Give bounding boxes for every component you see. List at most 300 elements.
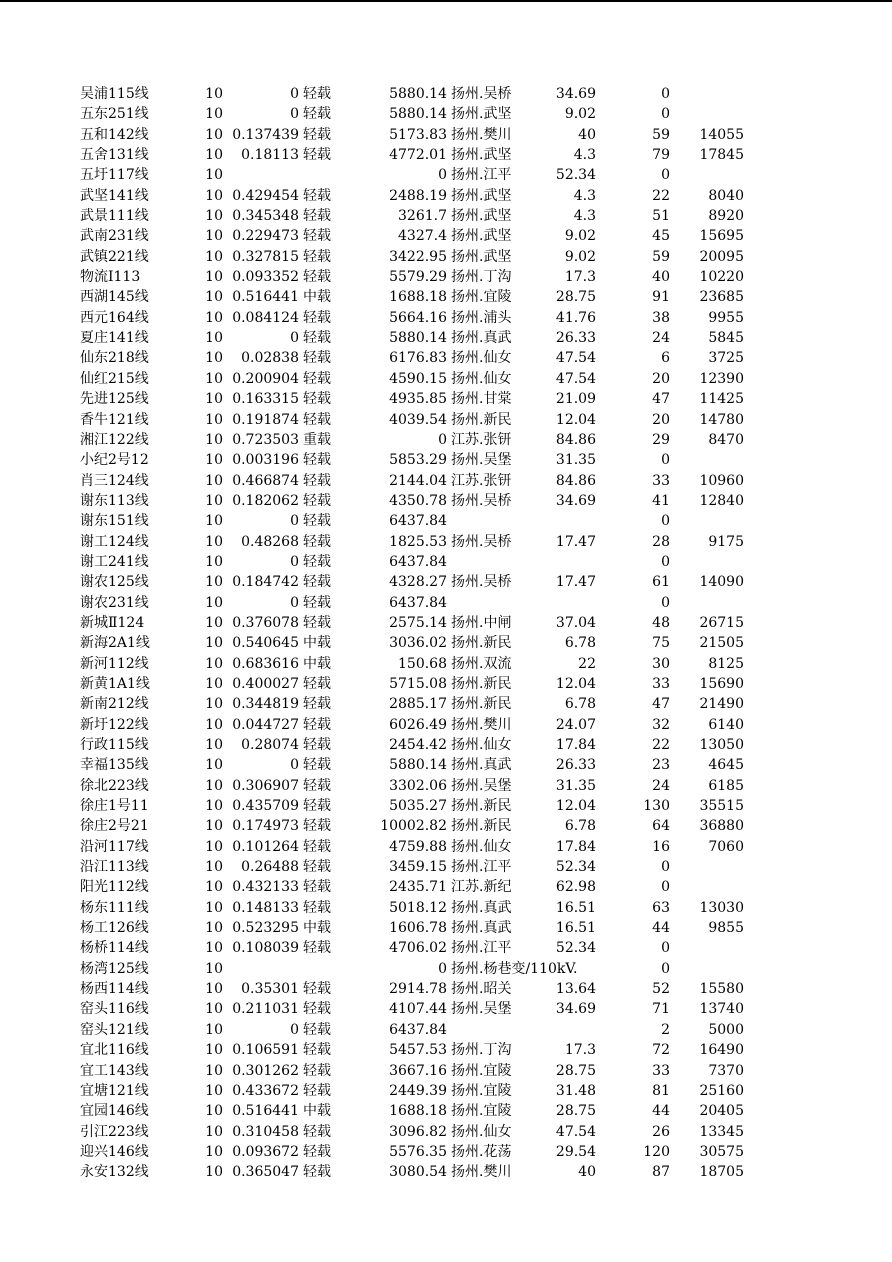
load-rate-cell: 0.344819	[232, 696, 299, 713]
substation-cell: 扬州.中闸	[451, 614, 512, 631]
voltage-cell: 10	[205, 777, 223, 794]
capacity-kva-cell: 9175	[708, 533, 744, 550]
length-cell: 6.78	[564, 696, 596, 713]
load-rate-cell: 0.540645	[232, 635, 299, 652]
capacity-kva-cell: 7370	[708, 1062, 744, 1079]
transformer-count-cell: 59	[652, 248, 670, 265]
load-status-cell: 轻载	[303, 757, 331, 774]
table-row	[0, 511, 892, 531]
line-name-cell: 杨东111线	[80, 899, 149, 916]
capacity-kva-cell: 4645	[708, 757, 744, 774]
load-rate-cell: 0.191874	[232, 411, 299, 428]
load-status-cell: 轻载	[303, 1143, 331, 1160]
line-name-cell: 五圩117线	[80, 167, 149, 184]
table-row	[0, 755, 892, 775]
voltage-cell: 10	[205, 391, 223, 408]
table-row	[0, 1142, 892, 1162]
voltage-cell: 10	[205, 1042, 223, 1059]
transformer-count-cell: 0	[661, 594, 670, 611]
substation-cell: 扬州.武坚	[451, 187, 512, 204]
substation-cell: 扬州.武坚	[451, 228, 512, 245]
line-name-cell: 徐庄1号11	[80, 798, 149, 815]
length-cell: 47.54	[555, 1123, 596, 1140]
line-name-cell: 湘江122线	[80, 431, 149, 448]
table-row	[0, 674, 892, 694]
substation-cell: 江苏.新纪	[451, 879, 512, 896]
table-row	[0, 125, 892, 145]
capacity-kva-cell: 21505	[699, 635, 744, 652]
capacity-margin-cell: 6437.84	[389, 594, 447, 611]
table-row	[0, 877, 892, 897]
load-rate-cell: 0.229473	[232, 228, 299, 245]
length-cell: 26.33	[555, 330, 596, 347]
load-rate-cell: 0.433672	[232, 1082, 299, 1099]
transformer-count-cell: 26	[652, 1123, 670, 1140]
substation-cell: 扬州.吴桥	[451, 86, 512, 102]
voltage-cell: 10	[205, 472, 223, 489]
load-status-cell: 重载	[303, 431, 331, 448]
capacity-kva-cell: 13050	[699, 737, 744, 753]
capacity-kva-cell: 13740	[699, 1001, 744, 1018]
table-row	[0, 552, 892, 572]
load-status-cell: 轻载	[303, 859, 331, 876]
capacity-margin-cell: 0	[438, 431, 447, 448]
table-row	[0, 572, 892, 592]
substation-cell: 扬州.江平	[451, 940, 512, 957]
load-rate-cell: 0.26488	[241, 859, 299, 876]
table-row	[0, 206, 892, 226]
load-status-cell: 轻载	[303, 411, 331, 428]
transformer-count-cell: 22	[652, 737, 670, 753]
capacity-margin-cell: 6437.84	[389, 553, 447, 570]
table-row	[0, 287, 892, 307]
table-row	[0, 450, 892, 470]
line-name-cell: 武镇221线	[80, 248, 149, 265]
capacity-kva-cell: 18705	[699, 1164, 744, 1181]
table-row	[0, 918, 892, 938]
line-name-cell: 杨工126线	[80, 920, 149, 937]
load-status-cell: 轻载	[303, 737, 331, 753]
voltage-cell: 10	[205, 960, 223, 977]
length-cell: 21.09	[555, 391, 596, 408]
voltage-cell: 10	[205, 513, 223, 530]
capacity-margin-cell: 2435.71	[389, 879, 447, 896]
line-name-cell: 谢工124线	[80, 533, 149, 550]
length-cell: 34.69	[555, 492, 596, 509]
substation-cell: 扬州.甘棠	[451, 391, 512, 408]
capacity-kva-cell: 16490	[699, 1042, 744, 1059]
load-status-cell: 轻载	[303, 126, 331, 143]
load-rate-cell: 0.182062	[232, 492, 299, 509]
table-row	[0, 1122, 892, 1142]
load-status-cell: 中载	[303, 1103, 331, 1120]
substation-cell: 扬州.吴堡	[451, 1001, 512, 1018]
transformer-count-cell: 41	[652, 492, 670, 509]
load-rate-cell: 0	[290, 594, 299, 611]
length-cell: 17.84	[555, 838, 596, 855]
capacity-kva-cell: 20095	[699, 248, 744, 265]
substation-cell: 扬州.仙女	[451, 737, 512, 753]
table-row	[0, 348, 892, 368]
length-cell: 22	[578, 655, 596, 672]
spreadsheet-table	[0, 84, 892, 1183]
table-row	[0, 328, 892, 348]
load-rate-cell: 0.003196	[232, 452, 299, 469]
capacity-kva-cell: 35515	[699, 798, 744, 815]
table-row	[0, 999, 892, 1019]
transformer-count-cell: 33	[652, 1062, 670, 1079]
table-row	[0, 613, 892, 633]
load-status-cell: 轻载	[303, 106, 331, 123]
voltage-cell: 10	[205, 899, 223, 916]
load-rate-cell: 0	[290, 86, 299, 102]
table-row	[0, 959, 892, 979]
load-rate-cell: 0.148133	[232, 899, 299, 916]
transformer-count-cell: 44	[652, 920, 670, 937]
capacity-kva-cell: 10220	[699, 269, 744, 286]
capacity-margin-cell: 5018.12	[389, 899, 447, 916]
transformer-count-cell: 61	[652, 574, 670, 591]
load-status-cell: 轻载	[303, 309, 331, 326]
transformer-count-cell: 0	[661, 553, 670, 570]
line-name-cell: 徐北223线	[80, 777, 149, 794]
capacity-kva-cell: 8040	[708, 187, 744, 204]
capacity-kva-cell: 17845	[699, 147, 744, 164]
transformer-count-cell: 87	[652, 1164, 670, 1181]
table-row	[0, 165, 892, 185]
line-name-cell: 肖三124线	[80, 472, 149, 489]
capacity-margin-cell: 5035.27	[389, 798, 447, 815]
voltage-cell: 10	[205, 289, 223, 306]
voltage-cell: 10	[205, 330, 223, 347]
substation-cell: 扬州.武坚	[451, 248, 512, 265]
voltage-cell: 10	[205, 269, 223, 286]
load-rate-cell: 0.435709	[232, 798, 299, 815]
capacity-margin-cell: 3080.54	[389, 1164, 447, 1181]
substation-cell: 扬州.武坚	[451, 208, 512, 225]
line-name-cell: 武坚141线	[80, 187, 149, 204]
length-cell: 34.69	[555, 86, 596, 102]
line-name-cell: 武景111线	[80, 208, 149, 225]
substation-cell: 扬州.吴桥	[451, 574, 512, 591]
transformer-count-cell: 0	[661, 940, 670, 957]
voltage-cell: 10	[205, 981, 223, 998]
table-row	[0, 145, 892, 165]
line-name-cell: 永安132线	[80, 1164, 149, 1181]
line-name-cell: 谢农125线	[80, 574, 149, 591]
table-row	[0, 1061, 892, 1081]
load-rate-cell: 0.516441	[232, 289, 299, 306]
line-name-cell: 新河112线	[80, 655, 149, 672]
transformer-count-cell: 0	[661, 513, 670, 530]
load-status-cell: 轻载	[303, 981, 331, 998]
substation-cell: 扬州.吴堡	[451, 777, 512, 794]
load-status-cell: 轻载	[303, 472, 331, 489]
substation-cell: 扬州.丁沟	[451, 269, 512, 286]
load-status-cell: 轻载	[303, 147, 331, 164]
substation-cell: 扬州.新民	[451, 798, 512, 815]
capacity-margin-cell: 0	[438, 167, 447, 184]
transformer-count-cell: 48	[652, 614, 670, 631]
transformer-count-cell: 52	[652, 981, 670, 998]
load-rate-cell: 0.400027	[232, 675, 299, 692]
length-cell: 6.78	[564, 818, 596, 835]
capacity-margin-cell: 4039.54	[389, 411, 447, 428]
load-rate-cell: 0.200904	[232, 370, 299, 387]
voltage-cell: 10	[205, 696, 223, 713]
load-rate-cell: 0.327815	[232, 248, 299, 265]
voltage-cell: 10	[205, 167, 223, 184]
load-rate-cell: 0.516441	[232, 1103, 299, 1120]
transformer-count-cell: 16	[652, 838, 670, 855]
line-name-cell: 吴浦115线	[80, 86, 149, 102]
load-rate-cell: 0.18113	[241, 147, 299, 164]
voltage-cell: 10	[205, 411, 223, 428]
transformer-count-cell: 28	[652, 533, 670, 550]
voltage-cell: 10	[205, 920, 223, 937]
table-row	[0, 532, 892, 552]
load-status-cell: 轻载	[303, 269, 331, 286]
load-rate-cell: 0.301262	[232, 1062, 299, 1079]
capacity-margin-cell: 6437.84	[389, 1021, 447, 1038]
capacity-kva-cell: 20405	[699, 1103, 744, 1120]
capacity-margin-cell: 5576.35	[389, 1143, 447, 1160]
capacity-kva-cell: 7060	[708, 838, 744, 855]
transformer-count-cell: 32	[652, 716, 670, 733]
substation-cell: 扬州.双流	[451, 655, 512, 672]
load-rate-cell: 0	[290, 553, 299, 570]
length-cell: 16.51	[555, 899, 596, 916]
capacity-margin-cell: 2914.78	[389, 981, 447, 998]
load-rate-cell: 0.084124	[232, 309, 299, 326]
line-name-cell: 小纪2号12	[80, 452, 149, 469]
length-cell: 26.33	[555, 757, 596, 774]
table-row	[0, 1162, 892, 1182]
capacity-kva-cell: 11425	[699, 391, 744, 408]
line-name-cell: 窑头121线	[80, 1021, 149, 1038]
table-row	[0, 654, 892, 674]
capacity-margin-cell: 10002.82	[380, 818, 447, 835]
table-row	[0, 430, 892, 450]
substation-cell: 扬州.新民	[451, 675, 512, 692]
line-name-cell: 仙东218线	[80, 350, 149, 367]
capacity-kva-cell: 36880	[699, 818, 744, 835]
capacity-kva-cell: 10960	[699, 472, 744, 489]
length-cell: 28.75	[555, 1103, 596, 1120]
substation-cell: 扬州.新民	[451, 635, 512, 652]
capacity-margin-cell: 4590.15	[389, 370, 447, 387]
voltage-cell: 10	[205, 655, 223, 672]
voltage-cell: 10	[205, 940, 223, 957]
capacity-margin-cell: 4759.88	[389, 838, 447, 855]
length-cell: 4.3	[573, 147, 596, 164]
capacity-kva-cell: 13345	[699, 1123, 744, 1140]
length-cell: 24.07	[555, 716, 596, 733]
load-status-cell: 中载	[303, 289, 331, 306]
voltage-cell: 10	[205, 757, 223, 774]
length-cell: 40	[578, 1164, 596, 1181]
line-name-cell: 仙红215线	[80, 370, 149, 387]
transformer-count-cell: 0	[661, 452, 670, 469]
capacity-margin-cell: 4935.85	[389, 391, 447, 408]
load-rate-cell: 0.683616	[232, 655, 299, 672]
transformer-count-cell: 38	[652, 309, 670, 326]
voltage-cell: 10	[205, 208, 223, 225]
transformer-count-cell: 6	[661, 350, 670, 367]
length-cell: 17.47	[555, 574, 596, 591]
transformer-count-cell: 44	[652, 1103, 670, 1120]
line-name-cell: 行政115线	[80, 737, 149, 753]
line-name-cell: 五和142线	[80, 126, 149, 143]
transformer-count-cell: 72	[652, 1042, 670, 1059]
voltage-cell: 10	[205, 492, 223, 509]
length-cell: 28.75	[555, 1062, 596, 1079]
capacity-margin-cell: 2488.19	[389, 187, 447, 204]
load-status-cell: 中载	[303, 635, 331, 652]
table-row	[0, 857, 892, 877]
substation-cell: 江苏.张钘	[451, 472, 512, 489]
substation-cell: 扬州.仙女	[451, 838, 512, 855]
transformer-count-cell: 120	[643, 1143, 670, 1160]
load-rate-cell: 0.35301	[241, 981, 299, 998]
capacity-margin-cell: 5173.83	[389, 126, 447, 143]
load-rate-cell: 0.429454	[232, 187, 299, 204]
capacity-margin-cell: 150.68	[398, 655, 447, 672]
transformer-count-cell: 71	[652, 1001, 670, 1018]
capacity-kva-cell: 23685	[699, 289, 744, 306]
load-rate-cell: 0.106591	[232, 1042, 299, 1059]
capacity-kva-cell: 30575	[699, 1143, 744, 1160]
load-rate-cell: 0.310458	[232, 1123, 299, 1140]
load-status-cell: 轻载	[303, 879, 331, 896]
transformer-count-cell: 24	[652, 777, 670, 794]
table-row	[0, 776, 892, 796]
voltage-cell: 10	[205, 737, 223, 753]
line-name-cell: 阳光112线	[80, 879, 149, 896]
capacity-kva-cell: 12840	[699, 492, 744, 509]
voltage-cell: 10	[205, 594, 223, 611]
load-status-cell: 轻载	[303, 391, 331, 408]
voltage-cell: 10	[205, 147, 223, 164]
substation-cell: 扬州.江平	[451, 859, 512, 876]
load-rate-cell: 0.376078	[232, 614, 299, 631]
voltage-cell: 10	[205, 309, 223, 326]
capacity-margin-cell: 4328.27	[389, 574, 447, 591]
substation-cell: 扬州.真武	[451, 757, 512, 774]
transformer-count-cell: 0	[661, 879, 670, 896]
length-cell: 9.02	[564, 106, 596, 123]
load-status-cell: 轻载	[303, 228, 331, 245]
substation-cell: 扬州.新民	[451, 696, 512, 713]
load-status-cell: 轻载	[303, 1082, 331, 1099]
transformer-count-cell: 130	[643, 798, 670, 815]
substation-cell: 扬州.真武	[451, 330, 512, 347]
transformer-count-cell: 45	[652, 228, 670, 245]
capacity-margin-cell: 2449.39	[389, 1082, 447, 1099]
load-rate-cell: 0.184742	[232, 574, 299, 591]
voltage-cell: 10	[205, 86, 223, 102]
table-row	[0, 979, 892, 999]
length-cell: 47.54	[555, 350, 596, 367]
capacity-kva-cell: 25160	[699, 1082, 744, 1099]
transformer-count-cell: 33	[652, 675, 670, 692]
voltage-cell: 10	[205, 1021, 223, 1038]
length-cell: 31.35	[555, 452, 596, 469]
load-status-cell: 轻载	[303, 1123, 331, 1140]
substation-cell: 扬州.樊川	[451, 1164, 512, 1181]
load-rate-cell: 0.28074	[241, 737, 299, 753]
line-name-cell: 西湖145线	[80, 289, 149, 306]
load-rate-cell: 0	[290, 757, 299, 774]
table-row	[0, 308, 892, 328]
table-row	[0, 694, 892, 714]
length-cell: 17.47	[555, 533, 596, 550]
line-name-cell: 窑头116线	[80, 1001, 149, 1018]
line-name-cell: 物流Ⅰ113	[80, 269, 141, 286]
load-rate-cell: 0.466874	[232, 472, 299, 489]
substation-cell: 扬州.真武	[451, 899, 512, 916]
line-name-cell: 幸福135线	[80, 757, 149, 774]
voltage-cell: 10	[205, 1164, 223, 1181]
capacity-margin-cell: 3459.15	[389, 859, 447, 876]
length-cell: 41.76	[555, 309, 596, 326]
voltage-cell: 10	[205, 248, 223, 265]
voltage-cell: 10	[205, 1082, 223, 1099]
load-rate-cell: 0.365047	[232, 1164, 299, 1181]
load-status-cell: 轻载	[303, 350, 331, 367]
capacity-margin-cell: 5457.53	[389, 1042, 447, 1059]
transformer-count-cell: 0	[661, 106, 670, 123]
load-rate-cell: 0.432133	[232, 879, 299, 896]
substation-cell: 扬州.宜陵	[451, 1062, 512, 1079]
voltage-cell: 10	[205, 675, 223, 692]
length-cell: 9.02	[564, 248, 596, 265]
load-status-cell: 轻载	[303, 1001, 331, 1018]
capacity-kva-cell: 8920	[708, 208, 744, 225]
load-status-cell: 轻载	[303, 1062, 331, 1079]
capacity-kva-cell: 15690	[699, 675, 744, 692]
voltage-cell: 10	[205, 126, 223, 143]
line-name-cell: 沿河117线	[80, 838, 149, 855]
transformer-count-cell: 47	[652, 696, 670, 713]
line-name-cell: 宜工143线	[80, 1062, 149, 1079]
substation-cell: 扬州.新民	[451, 411, 512, 428]
load-status-cell: 轻载	[303, 798, 331, 815]
length-cell: 31.48	[555, 1082, 596, 1099]
transformer-count-cell: 2	[661, 1021, 670, 1038]
transformer-count-cell: 75	[652, 635, 670, 652]
line-name-cell: 杨西114线	[80, 981, 149, 998]
load-status-cell: 轻载	[303, 513, 331, 530]
substation-cell: 扬州.武坚	[451, 147, 512, 164]
length-cell: 17.3	[564, 1042, 596, 1059]
voltage-cell: 10	[205, 879, 223, 896]
length-cell: 40	[578, 126, 596, 143]
load-rate-cell: 0.108039	[232, 940, 299, 957]
line-name-cell: 徐庄2号21	[80, 818, 149, 835]
substation-cell: 江苏.张钘	[451, 431, 512, 448]
line-name-cell: 西元164线	[80, 309, 149, 326]
table-row	[0, 715, 892, 735]
length-cell: 9.02	[564, 228, 596, 245]
length-cell: 47.54	[555, 370, 596, 387]
capacity-margin-cell: 3261.7	[398, 208, 447, 225]
capacity-kva-cell: 5000	[708, 1021, 744, 1038]
transformer-count-cell: 24	[652, 330, 670, 347]
length-cell: 12.04	[555, 675, 596, 692]
capacity-kva-cell: 21490	[699, 696, 744, 713]
load-status-cell: 轻载	[303, 452, 331, 469]
